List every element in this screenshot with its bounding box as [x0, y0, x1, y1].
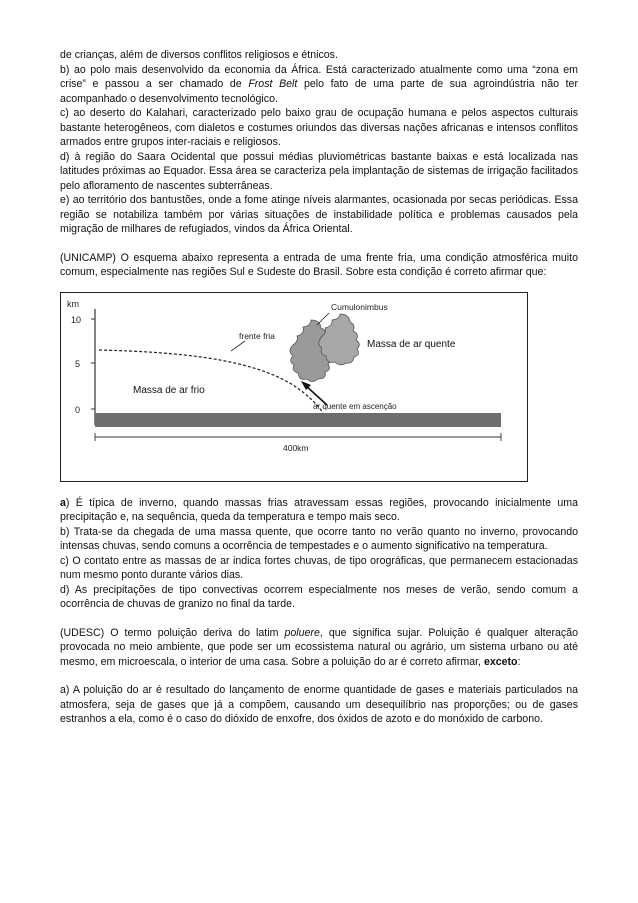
unicamp-option-b: b) Trata-se da chegada de uma massa quente, que ocorre tanto no verão quanto no inverno, provocando intensas chuvas, sendo comuns a ocorrência de tempestades e o aumento significativo na temperatura.	[60, 525, 578, 552]
prev-option-c: c) ao deserto do Kalahari, caracterizado pelo baixo grau de ocupação humana e pelos aspectos culturais bastante heterogêneos, com dialetos e costumes oriundos das diversas nações africanas e intensos conflitos armados entre grupos inter-raciais e religiosos.	[60, 107, 578, 148]
y-tick-0: 0	[75, 404, 81, 415]
y-axis-unit: km	[67, 298, 79, 309]
udesc-statement: (UDESC) O termo poluição deriva do latim poluere, que significa sujar. Poluição é qualquer alteração provocada no meio ambiente, que pode ser um ecossistema natural ou agrário, um sistema urbano ou até mesmo, em microescala, o interior de uma casa. Sobre a poluição do ar é correto afirmar, exceto:	[60, 626, 578, 668]
prev-option-e: e) ao território dos bantustões, onde a fome atinge níveis alarmantes, ocasionada por secas periódicas. Essa região se notabiliza também por várias situações de instabilidade política e problemas causados pela migração de milhares de refugiados, vindos da África Oriental.	[60, 194, 578, 235]
y-tick-10: 10	[71, 314, 82, 325]
unicamp-option-c: c) O contato entre as massas de ar indica fortes chuvas, de tipo orográficas, que permanecem estacionadas num mesmo ponto durante vários dias.	[60, 554, 578, 581]
frente-fria-label: frente fria	[239, 330, 275, 341]
prev-option-d: d) à região do Saara Ocidental que possui médias pluviométricas bastante baixas e está localizada nas latitudes próximas ao Equador. Essa área se caracteriza pela implantação de sistemas de irrigação facilitados pelo afloramento de nascentes subterrâneas.	[60, 150, 578, 192]
prev-option-b: b) ao polo mais desenvolvido da economia da África. Está caracterizado atualmente como uma “zona em crise” e passou a ser chamado de Frost Belt pelo fato de uma parte de sua agroindústria não ter acompanhado o desenvolvimento tecnológico.	[60, 63, 578, 105]
scale-label: 400km	[283, 442, 309, 453]
unicamp-statement: (UNICAMP) O esquema abaixo representa a entrada de uma frente fria, uma condição atmosférica muito comum, especialmente nas regiões Sul e Sudeste do Brasil. Sobre esta condição é correto afirmar que:	[60, 251, 578, 278]
udesc-option-a: a) A poluição do ar é resultado do lançamento de enorme quantidade de gases e materiais particulados na atmosfera, seja de gases que já a compõem, causando um desequilíbrio nas proporções; ou de gases estranhos a ela, como é o caso do dióxido de enxofre, dos óxidos de azoto e do monóxido de carbono.	[60, 684, 578, 725]
massa-frio-label: Massa de ar frio	[133, 384, 205, 396]
unicamp-option-a: a) É típica de inverno, quando massas frias atravessam essas regiões, provocando inicialmente uma precipitação e, na sequência, queda da temperatura e tempo mais seco.	[60, 496, 578, 523]
prev-option-a-tail: de crianças, além de diversos conflitos religiosos e étnicos.	[60, 49, 338, 61]
y-tick-5: 5	[75, 358, 81, 369]
cold-front-diagram	[60, 292, 528, 482]
ar-quente-label: ar quente em ascenção	[313, 401, 397, 411]
massa-quente-label: Massa de ar quente	[367, 338, 456, 350]
document-page	[60, 48, 578, 727]
ground-band	[95, 413, 501, 427]
cumulonimbus-label: Cumulonimbus	[331, 301, 388, 312]
front-line	[99, 350, 323, 413]
unicamp-option-d: d) As precipitações de tipo convectivas ocorrem especialmente nos meses de verão, sendo comum a ocorrência de chuvas de granizo no final da tarde.	[60, 583, 578, 610]
